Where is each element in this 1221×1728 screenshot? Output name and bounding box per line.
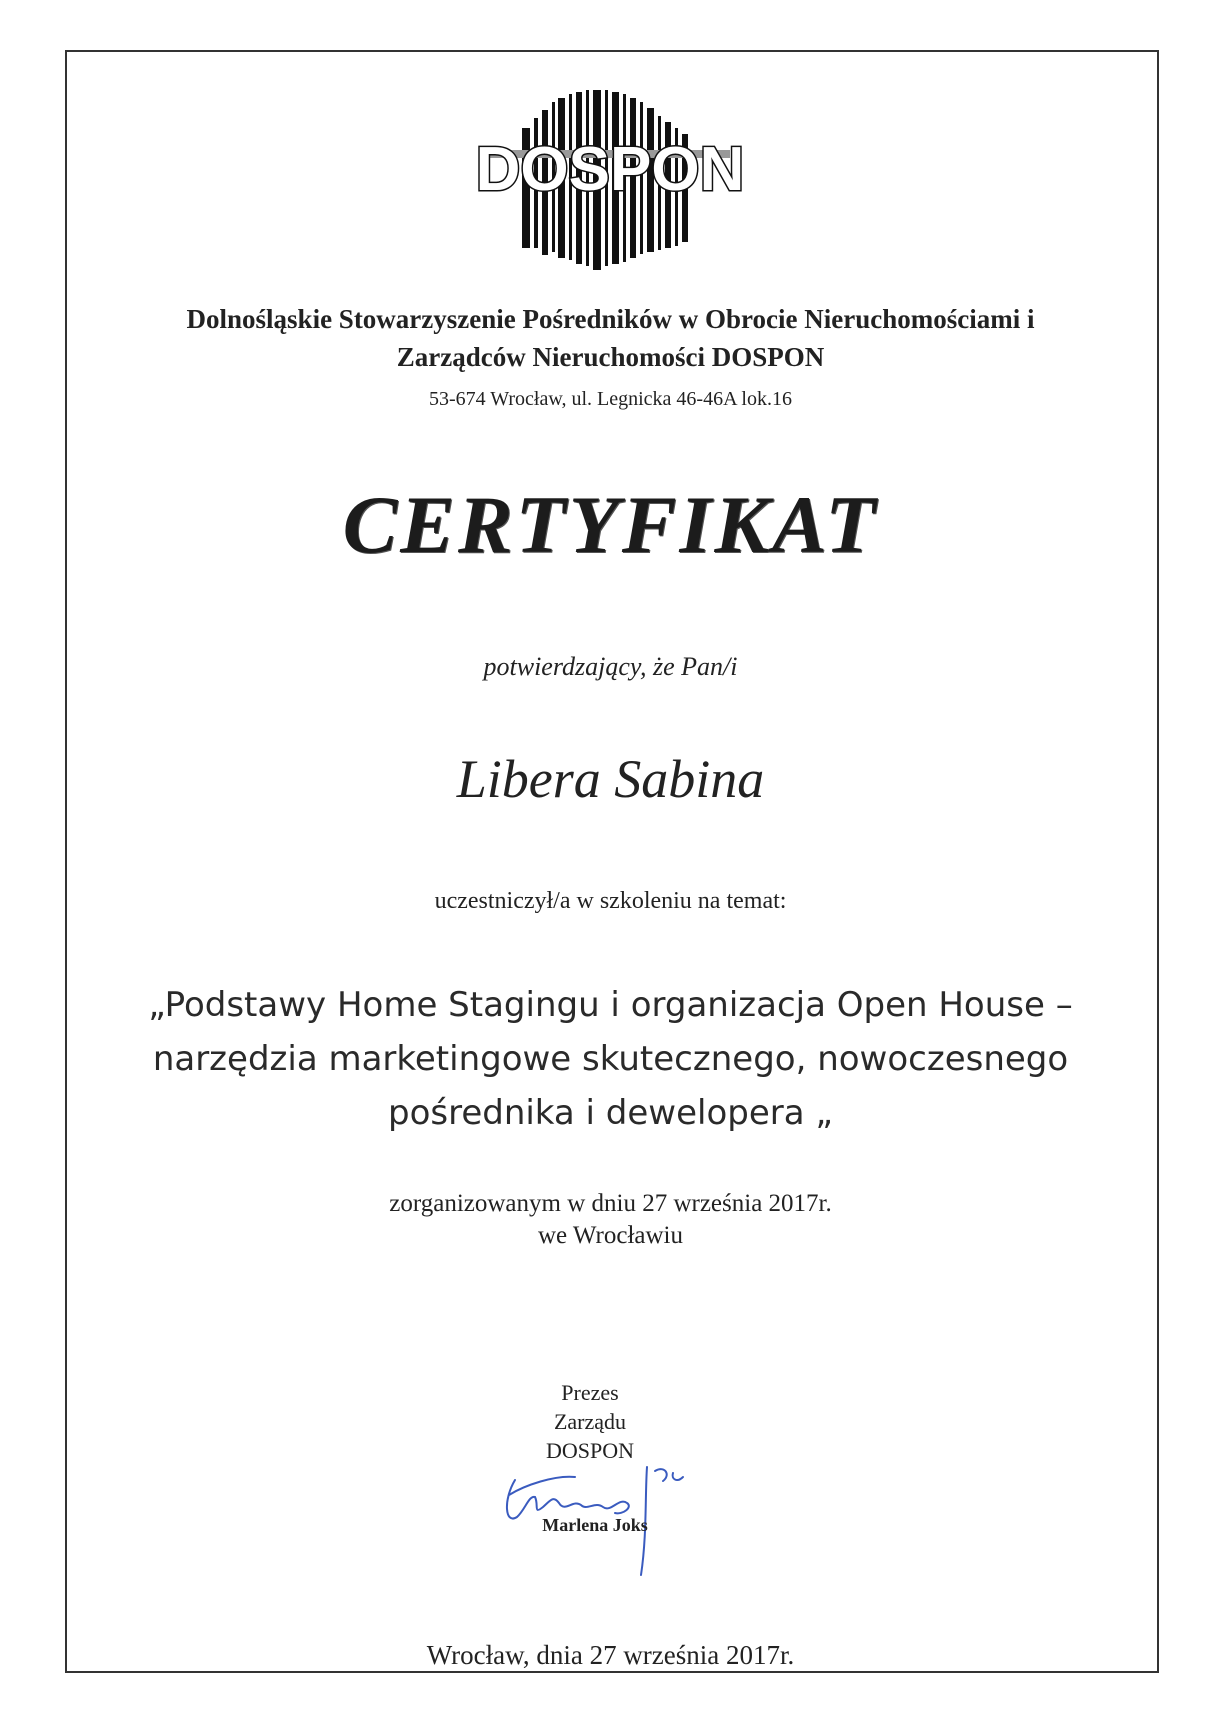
organization-line-1: Dolnośląskie Stowarzyszenie Pośredników w Obrocie Nieruchomościami i — [186, 304, 1035, 334]
signatory-line-3: DOSPON — [545, 1438, 635, 1463]
confirmation-text: potwierdzający, że Pan/i — [483, 652, 738, 681]
organization-line-2: Zarządców Nieruchomości DOSPON — [396, 342, 825, 372]
topic-line-2: narzędzia marketingowe skutecznego, nowoczesnego — [152, 1039, 1069, 1079]
signatory-line-2: Zarządu — [553, 1409, 627, 1434]
organization-address: 53-674 Wrocław, ul. Legnicka 46-46A lok.16 — [428, 388, 792, 410]
signatory-title — [490, 1378, 690, 1465]
topic-line-1: „Podstawy Home Stagingu i organizacja Open House – — [148, 985, 1073, 1025]
training-date-block — [0, 1188, 1221, 1252]
dospon-logo — [475, 90, 745, 280]
training-topic — [0, 978, 1221, 1140]
topic-line-3: pośrednika i dewelopera „ — [387, 1093, 834, 1133]
organization-name — [0, 300, 1221, 376]
signatory-name: Marlena Joks — [542, 1515, 648, 1535]
organized-date: zorganizowanym w dniu 27 września 2017r. — [389, 1190, 832, 1217]
certificate-title: CERTYFIKAT — [342, 479, 879, 570]
organized-city: we Wrocławiu — [537, 1222, 683, 1249]
participation-text: uczestniczył/a w szkoleniu na temat: — [434, 888, 787, 914]
logo-text: DOSPON — [475, 135, 745, 204]
issue-place-date: Wrocław, dnia 27 września 2017r. — [426, 1640, 795, 1670]
recipient-name: Libera Sabina — [456, 749, 765, 809]
signatory-line-1: Prezes — [561, 1380, 619, 1405]
